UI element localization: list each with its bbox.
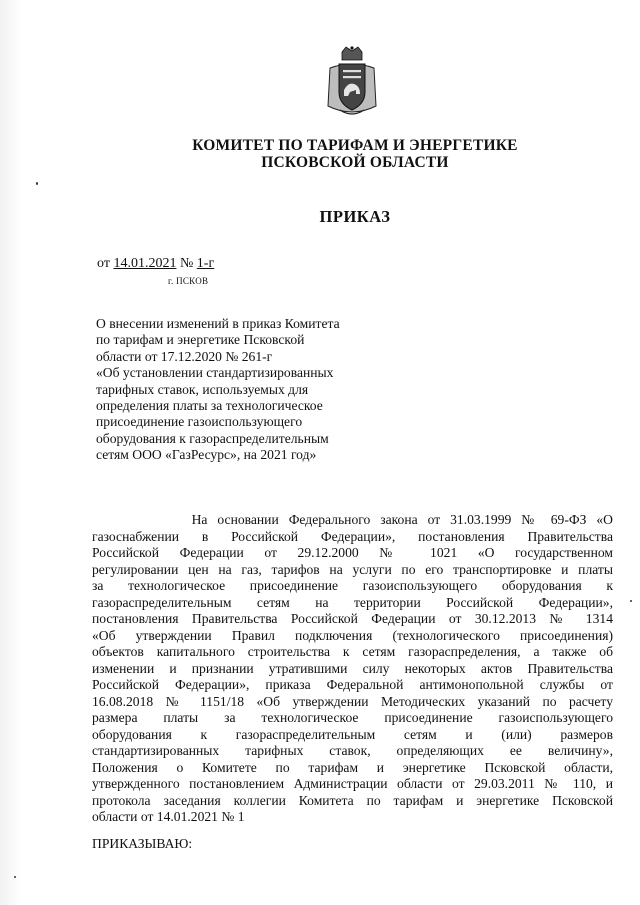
subject-line: по тарифам и энергетике Псковской: [96, 332, 305, 348]
subject-line: «Об установлении стандартизированных: [96, 365, 334, 381]
scan-speck: [14, 876, 16, 878]
body-line: регулировании цен на газ, тарифов на услуги по его транспортировке и платы: [92, 561, 613, 577]
scan-speck: [36, 182, 38, 185]
subject-line: сетям ООО «ГазРесурс», на 2021 год»: [96, 447, 317, 463]
body-line: утвержденного постановлением Администрации области от 29.03.2011 № 110, и: [92, 776, 613, 791]
body-line: объектов капитального строительства к сетям газораспределения, а также об: [92, 644, 613, 659]
document-date: 14.01.2021: [113, 256, 177, 271]
order-directive-word: ПРИКАЗЫВАЮ:: [92, 836, 193, 851]
body-line: оборудования к газораспределительным сетям и (или) размеров: [92, 726, 613, 742]
body-line: газораспределительным сетям на территории Российской Федерации»,: [92, 594, 613, 610]
scan-edge: [0, 0, 22, 905]
subject-line: тарифных ставок, используемых для: [96, 381, 309, 397]
body-line: за технологическое присоединение газоиспользующего оборудования к: [92, 578, 613, 593]
document-number: 1-г: [196, 256, 215, 271]
subject-line: оборудования к газораспределительным: [96, 430, 329, 446]
body-line: изменении и признании утратившими силу некоторых актов Правительства: [92, 660, 613, 676]
subject-line: О внесении изменений в приказ Комитета: [96, 316, 340, 331]
number-sign: №: [176, 256, 197, 271]
document-subject: [96, 316, 386, 464]
body-line: Положения о Комитете по тарифам и энергетике Псковской области,: [92, 759, 613, 775]
body-line: постановления Правительства Российской Федерации от 30.12.2013 № 1314: [92, 611, 613, 626]
body-line: размера платы за технологическое присоединение газоиспользующего: [92, 710, 613, 725]
scan-speck: [630, 600, 632, 602]
body-line: Российской Федерации», приказа Федеральной антимонопольной службы от: [92, 677, 613, 692]
date-number-line: [97, 256, 214, 272]
document-place: г. ПСКОВ: [168, 276, 209, 286]
body-line: Российской Федерации от 29.12.2000 № 1021 «О государственном: [92, 545, 613, 560]
document-type-heading: ПРИКАЗ: [319, 207, 391, 226]
body-line: стандартизированных тарифных ставок, определяющих ее величину»,: [92, 743, 613, 758]
subject-line: присоединение газоиспользующего: [96, 414, 303, 430]
body-line: 16.08.2018 № 1151/18 «Об утверждении Методических указаний по расчету: [92, 693, 613, 709]
body-line: газоснабжении в Российской Федерации», постановления Правительства: [92, 528, 613, 544]
organization-title-line-2: ПСКОВСКОЙ ОБЛАСТИ: [261, 154, 449, 171]
subject-line: определения платы за технологическое: [96, 398, 323, 414]
coat-of-arms-emblem: [326, 46, 378, 120]
body-line: области от 14.01.2021 № 1: [92, 809, 245, 824]
organization-title: [60, 137, 640, 171]
body-line: На основании Федерального закона от 31.03.1999 № 69-ФЗ «О: [92, 512, 613, 527]
organization-title-line-1: КОМИТЕТ ПО ТАРИФАМ И ЭНЕРГЕТИКЕ: [192, 137, 518, 154]
date-prefix: от: [97, 256, 114, 271]
body-line: протокола заседания коллегии Комитета по тарифам и энергетике Псковской: [92, 792, 613, 808]
body-paragraph: [92, 512, 613, 826]
body-line: «Об утверждении Правил подключения (технологического присоединения): [92, 627, 613, 643]
subject-line: области от 17.12.2020 № 261-г: [96, 348, 273, 364]
